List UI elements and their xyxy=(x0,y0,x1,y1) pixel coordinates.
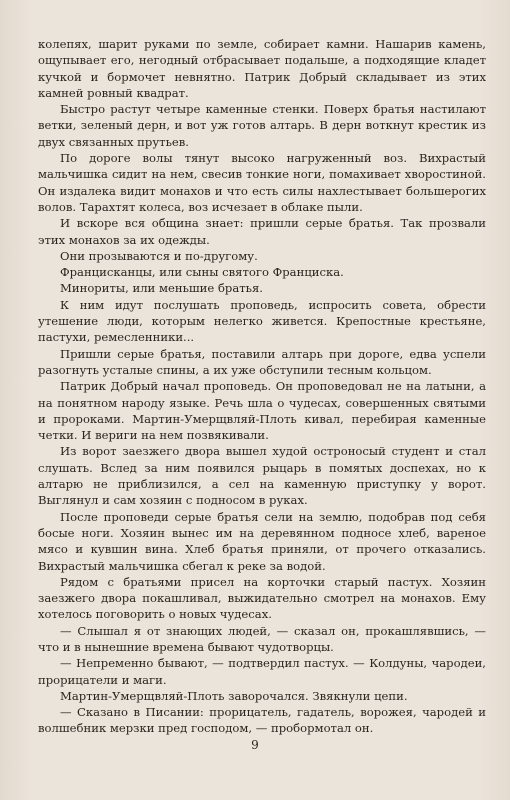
paragraph: Пришли серые братья, поставили алтарь при дороге, едва успели разогнуть усталые спины, а их уже обступили тесным кольцом. xyxy=(38,346,486,377)
paragraph: Мартин-Умерщвляй-Плоть заворочался. Звякнули цепи. xyxy=(60,688,408,703)
paragraph: И вскоре вся община знает: пришли серые братья. Так прозвали этих монахов за их одежды. xyxy=(38,216,486,247)
paragraph: Из ворот заезжего двора вышел худой остроносый студент и стал слушать. Вслед за ним появился рыцарь в помятых доспехах, но к алтарю не приблизился, а сел на каменную приступку у ворот. Выглянул и сам хозяин с подносом в руках. xyxy=(38,444,486,508)
paragraph: После проповеди серые братья сели на землю, подобрав под себя босые ноги. Хозяин вынес им на деревянном подносе хлеб, вареное мясо и кувшин вина. Хлеб братья приняли, от прочего отказались. Вихрастый мальчишка сбегал к реке за водой. xyxy=(38,509,486,573)
paragraph: Они прозываются и по-другому. xyxy=(60,248,258,263)
paragraph: — Слышал я от знающих людей, — сказал он, прокашлявшись, — что и в нынешние времена бывают чудотворцы. xyxy=(38,623,486,654)
page-text xyxy=(38,36,486,737)
paragraph: — Непременно бывают, — подтвердил пастух. — Колдуны, чародеи, прорицатели и маги. xyxy=(38,656,486,687)
paragraph: — Сказано в Писании: прорицатель, гадатель, ворожея, чародей и волшебник мерзки пред господом, — пробормотал он. xyxy=(38,705,486,736)
paragraph: По дороге волы тянут высоко нагруженный воз. Вихрастый мальчишка сидит на нем, свесив тонкие ноги, помахивает хворостиной. Он издалека видит монахов и что есть силы нахлестывает большерогих волов. Тарахтят колеса, воз исчезает в облаке пыли. xyxy=(38,151,486,214)
paragraph: К ним идут послушать проповедь, испросить совета, обрести утешение люди, которым нелегко живется. Крепостные крестьяне, пастухи, ремесленники... xyxy=(38,297,486,345)
page-number: 9 xyxy=(251,738,259,752)
paragraph: Рядом с братьями присел на корточки старый пастух. Хозяин заезжего двора покашливал, выжидательно смотрел на монахов. Ему хотелось поговорить о новых чудесах. xyxy=(38,574,486,622)
paragraph: Францисканцы, или сыны святого Франциска. xyxy=(60,265,344,280)
paragraph: колепях, шарит руками по земле, собирает камни. Нашарив камень, ощупывает его, негодный отбрасывает подальше, а подходящие кладет кучкой и бормочет невнятно. Патрик Добрый складывает из этих камней ровный квадрат. xyxy=(38,37,486,100)
paragraph: Патрик Добрый начал проповедь. Он проповедовал не на латыни, а на понятном народу языке. Речь шла о чудесах, совершенных святыми и пророками. Мартин-Умерщвляй-Плоть кивал, перебирая каменные четки. И вериги на нем позвякивали. xyxy=(38,379,486,443)
paragraph: Минориты, или меньшие братья. xyxy=(60,281,263,296)
paragraph: Быстро растут четыре каменные стенки. Поверх братья настилают ветки, зеленый дерн, и вот уж готов алтарь. В дерн воткнут крестик из двух связанных прутьев. xyxy=(38,102,486,149)
